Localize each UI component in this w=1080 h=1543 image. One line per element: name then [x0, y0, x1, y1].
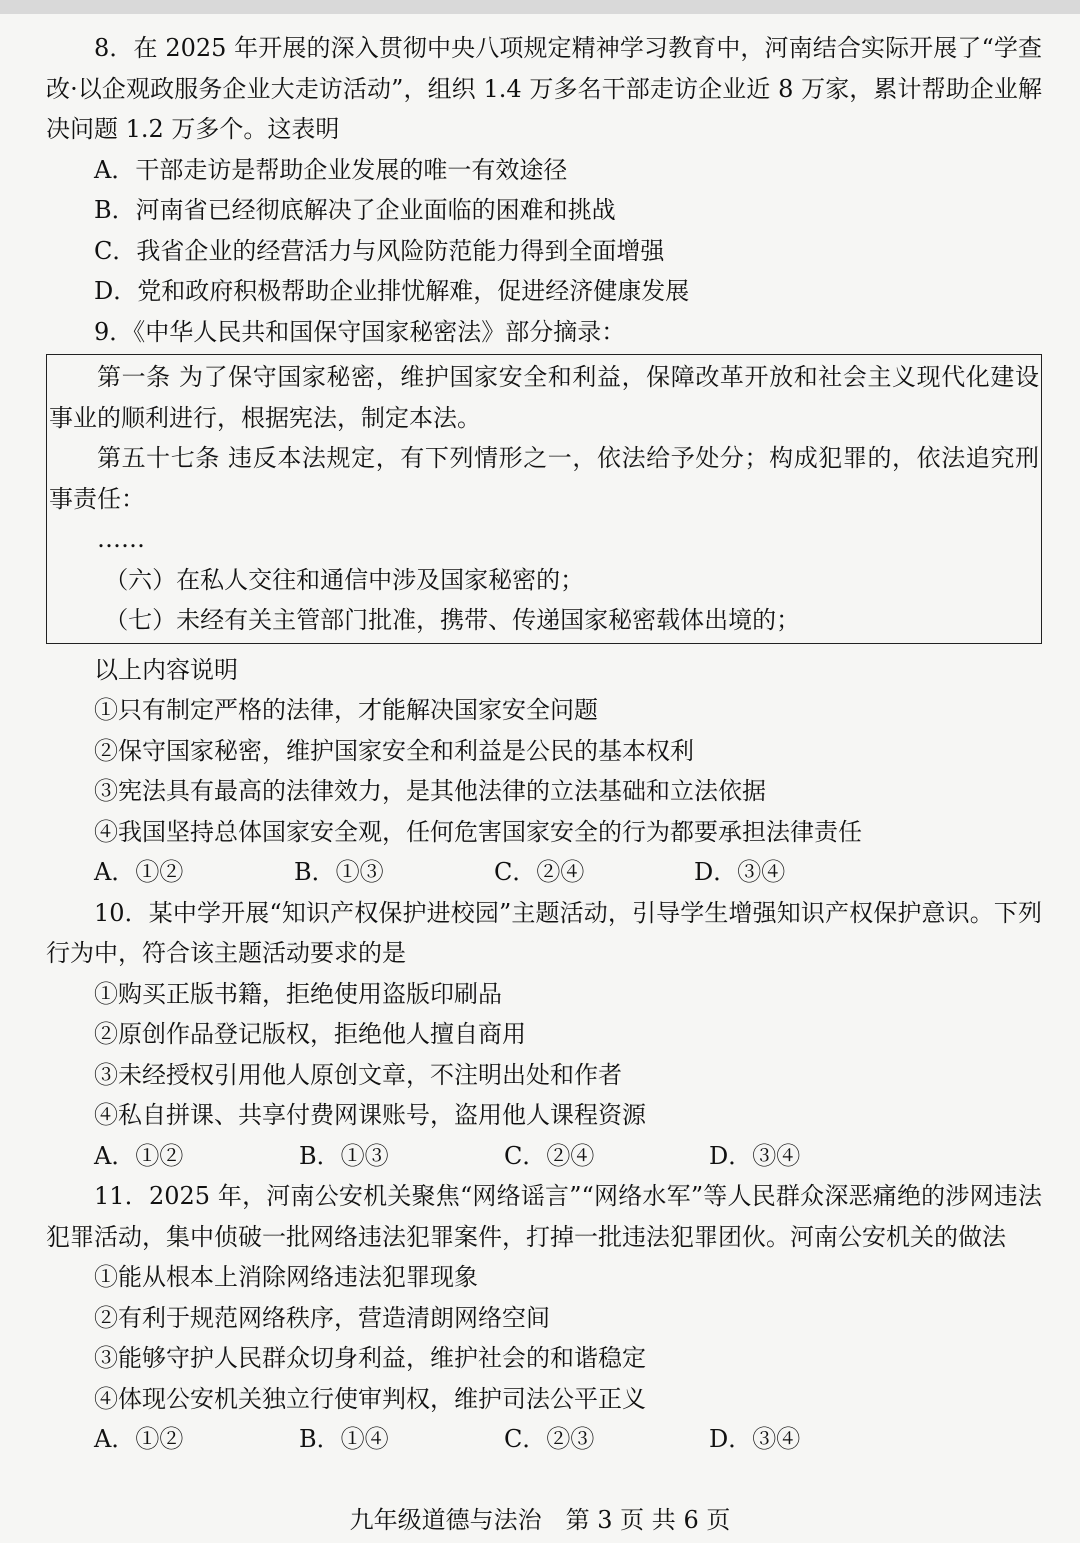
question-11-choice-c: C．②③ — [504, 1425, 595, 1453]
question-11-choice-b: B．①④ — [299, 1425, 389, 1453]
question-9-choice-b: B．①③ — [294, 858, 384, 886]
question-9-choice-d: D．③④ — [694, 858, 786, 886]
question-10-statement-3: ③未经授权引用他人原创文章，不注明出处和作者 — [94, 1060, 622, 1089]
question-8-stem: 8．在 2025 年开展的深入贯彻中央八项规定精神学习教育中，河南结合实际开展了“学查改·以企观政服务企业大走访活动”，组织 1.4 万多名干部走访企业近 8 万家，累计帮助企业解决问题 1.2 万多个。这表明 — [46, 34, 1042, 143]
question-11-choice-d: D．③④ — [709, 1425, 801, 1453]
law-item-7: （七）未经有关主管部门批准，携带、传递国家秘密载体出境的； — [104, 606, 801, 634]
question-9-statement-2: ②保守国家秘密，维护国家安全和利益是公民的基本权利 — [94, 736, 694, 765]
question-9 — [46, 312, 1042, 893]
question-9-lead: 以上内容说明 — [94, 655, 238, 684]
question-9-statement-1: ①只有制定严格的法律，才能解决国家安全问题 — [94, 696, 598, 724]
question-11-choices — [46, 1419, 1042, 1460]
question-9-stem: 9．《中华人民共和国保守国家秘密法》部分摘录： — [94, 317, 626, 346]
question-10-choice-d: D．③④ — [709, 1141, 801, 1170]
question-9-choice-a: A．①② — [94, 858, 184, 886]
law-item-6: （六）在私人交往和通信中涉及国家秘密的； — [104, 565, 585, 594]
law-article-1: 第一条 为了保守国家秘密，维护国家安全和利益，保障改革开放和社会主义现代化建设事业的顺利进行，根据宪法，制定本法。 — [49, 363, 1039, 432]
question-8-option-d: D．党和政府积极帮助企业排忧解难，促进经济健康发展 — [94, 277, 690, 305]
question-11-statement-1: ①能从根本上消除网络违法犯罪现象 — [94, 1263, 478, 1291]
question-9-statement-3: ③宪法具有最高的法律效力，是其他法律的立法基础和立法依据 — [94, 777, 766, 805]
question-10-choice-a: A．①② — [94, 1141, 184, 1170]
question-8-option-c: C．我省企业的经营活力与风险防范能力得到全面增强 — [94, 236, 665, 265]
exam-page — [46, 28, 1042, 1460]
question-10-choice-b: B．①③ — [299, 1141, 389, 1170]
page-footer: 九年级道德与法治 第 3 页 共 6 页 — [349, 1506, 731, 1534]
question-8-option-b: B．河南省已经彻底解决了企业面临的困难和挑战 — [94, 196, 616, 224]
question-11-statement-2: ②有利于规范网络秩序，营造清朗网络空间 — [94, 1303, 550, 1332]
question-10-stem: 10．某中学开展“知识产权保护进校园”主题活动，引导学生增强知识产权保护意识。下列行为中，符合该主题活动要求的是 — [46, 898, 1042, 967]
question-10-statement-4: ④私自拼课、共享付费网课账号，盗用他人课程资源 — [94, 1101, 646, 1129]
law-excerpt-box — [46, 354, 1042, 644]
question-9-choice-c: C．②④ — [494, 858, 585, 886]
scan-top-edge — [0, 0, 1080, 14]
question-11-choice-a: A．①② — [94, 1425, 184, 1453]
law-ellipsis: …… — [97, 525, 145, 553]
question-10-statement-1: ①购买正版书籍，拒绝使用盗版印刷品 — [94, 979, 502, 1008]
question-10-choices — [46, 1136, 1042, 1177]
question-11-statement-3: ③能够守护人民群众切身利益，维护社会的和谐稳定 — [94, 1344, 646, 1372]
question-11-statement-4: ④体现公安机关独立行使审判权，维护司法公平正义 — [94, 1384, 646, 1413]
question-10 — [46, 893, 1042, 1177]
question-9-choices — [46, 852, 1042, 893]
question-8 — [46, 28, 1042, 312]
question-8-option-a: A．干部走访是帮助企业发展的唯一有效途径 — [94, 155, 568, 184]
law-article-57: 第五十七条 违反本法规定，有下列情形之一，依法给予处分；构成犯罪的，依法追究刑事责任： — [49, 444, 1039, 513]
question-10-statement-2: ②原创作品登记版权，拒绝他人擅自商用 — [94, 1020, 526, 1048]
question-11-stem: 11．2025 年，河南公安机关聚焦“网络谣言”“网络水军”等人民群众深恶痛绝的涉网违法犯罪活动，集中侦破一批网络违法犯罪案件，打掉一批违法犯罪团伙。河南公安机关的做法 — [46, 1182, 1042, 1251]
question-11 — [46, 1176, 1042, 1460]
question-9-statement-4: ④我国坚持总体国家安全观，任何危害国家安全的行为都要承担法律责任 — [94, 817, 862, 846]
question-10-choice-c: C．②④ — [504, 1141, 595, 1170]
